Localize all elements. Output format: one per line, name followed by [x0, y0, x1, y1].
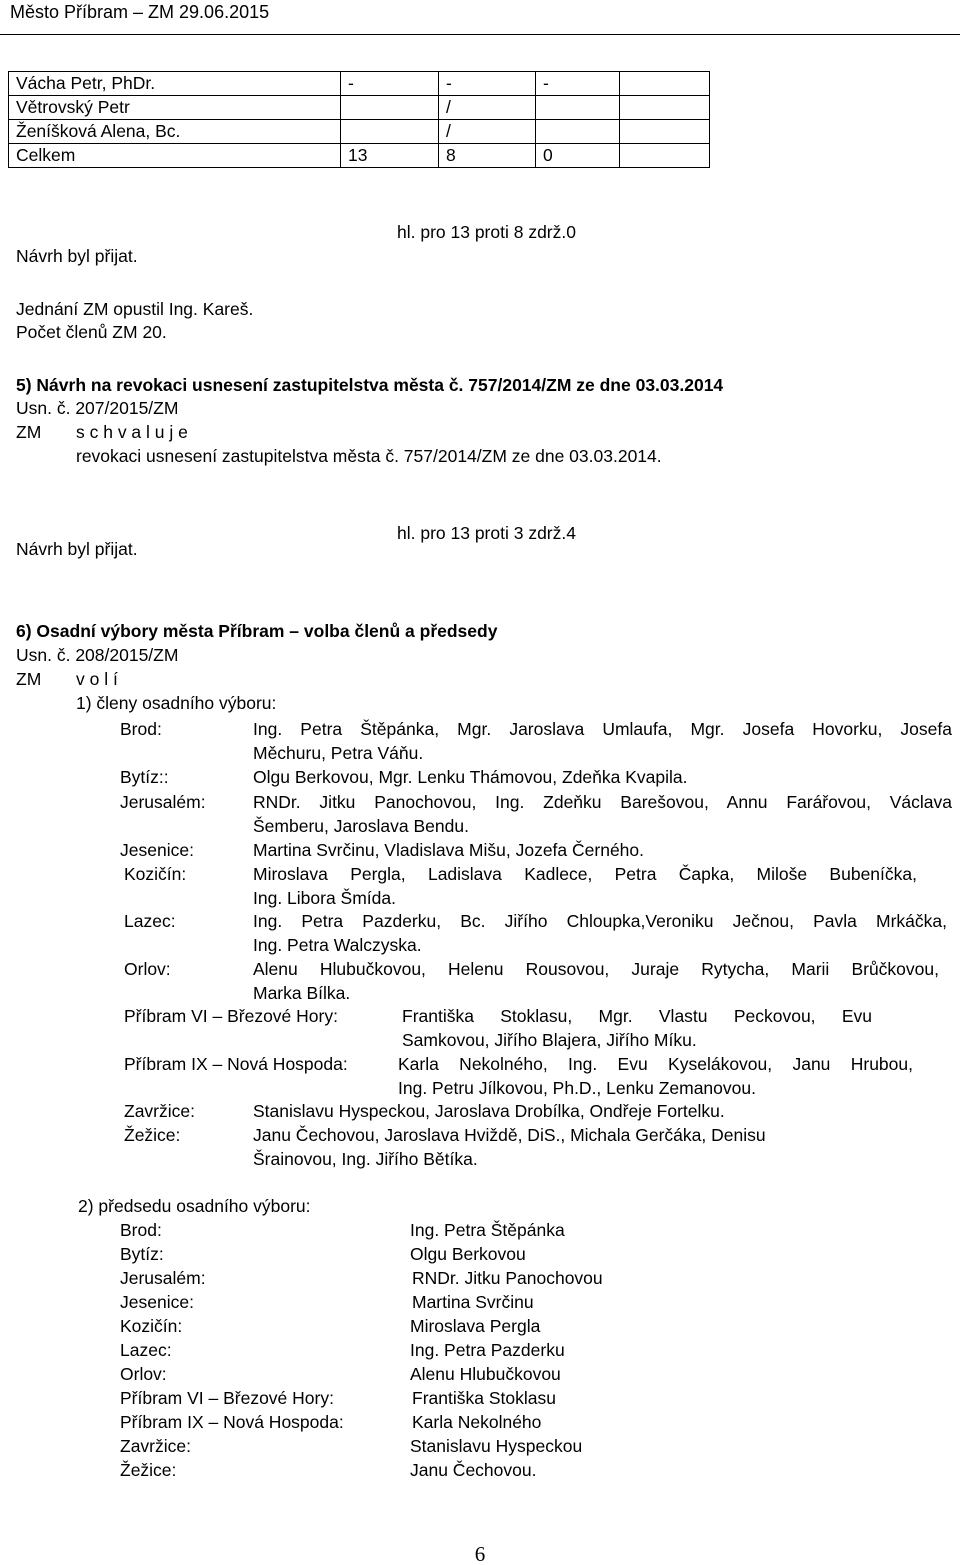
place-label: Zavržice: [120, 1436, 191, 1456]
section-heading-6: 6) Osadní výbory města Příbram – volba členů a předsedy [16, 621, 498, 641]
place-label: Bytíz:: [120, 767, 169, 787]
member-names: Marka Bílka. [253, 983, 351, 1003]
member-names: Ing. Petru Jílkovou, Ph.D., Lenku Zemanovou. [398, 1078, 756, 1098]
section-heading-5: 5) Návrh na revokaci usnesení zastupitelstva města č. 757/2014/ZM ze dne 03.03.2014 [16, 375, 724, 395]
member-names: Stanislavu Hyspeckou, Jaroslava Drobílka, Ondřeje Fortelku. [253, 1101, 725, 1121]
members-title: 1) členy osadního výboru: [76, 693, 277, 713]
chair-name: Janu Čechovou. [410, 1460, 537, 1480]
table-cell: - [439, 72, 536, 96]
table-cell [341, 96, 439, 120]
page-number: 6 [474, 1542, 486, 1565]
place-label: Jesenice: [120, 840, 194, 860]
resolution-number: Usn. č. 207/2015/ZM [16, 398, 179, 418]
place-label: Žežice: [120, 1460, 177, 1480]
member-names: RNDr. Jitku Panochovou, Ing. Zdeňku Barešovou, Annu Farářovou, Václava [253, 792, 952, 812]
resolution-action: s c h v a l u j e [76, 422, 188, 442]
chair-name: Stanislavu Hyspeckou [410, 1436, 583, 1456]
zm-label: ZM [16, 669, 42, 689]
member-names: Miroslava Pergla, Ladislava Kadlece, Petra Čapka, Miloše Bubeníčka, [253, 864, 917, 884]
member-names: Martina Svrčinu, Vladislava Mišu, Jozefa Černého. [253, 840, 645, 860]
table-cell: Větrovský Petr [9, 96, 341, 120]
member-names: Františka Stoklasu, Mgr. Vlastu Peckovou, Evu [402, 1006, 872, 1026]
member-names: Alenu Hlubučkovou, Helenu Rousovou, Juraje Rytycha, Marii Brůčkovou, [253, 959, 939, 979]
member-names: Ing. Petra Štěpánka, Mgr. Jaroslava Umlaufa, Mgr. Josefa Hovorku, Josefa [253, 719, 952, 739]
table-cell: 13 [341, 144, 439, 168]
place-label: Příbram VI – Březové Hory: [124, 1006, 338, 1026]
table-cell [536, 96, 620, 120]
header-divider [0, 34, 960, 35]
place-label: Orlov: [120, 1364, 167, 1384]
table-cell: 8 [439, 144, 536, 168]
place-label: Žežice: [124, 1125, 181, 1145]
chair-name: Olgu Berkovou [410, 1244, 526, 1264]
place-label: Zavržice: [124, 1101, 195, 1121]
member-names: Ing. Petra Walczyska. [253, 935, 422, 955]
place-label: Příbram VI – Březové Hory: [120, 1388, 334, 1408]
resolution-number: Usn. č. 208/2015/ZM [16, 645, 179, 665]
member-names: Šemberu, Jaroslava Bendu. [253, 816, 469, 836]
place-label: Orlov: [124, 959, 171, 979]
resolution-action: v o l í [76, 669, 118, 689]
table-row [9, 120, 710, 144]
attendance-note: Jednání ZM opustil Ing. Kareš. [16, 299, 254, 319]
table-row [9, 72, 710, 96]
vote-verdict: Návrh byl přijat. [16, 539, 138, 559]
chair-name: Karla Nekolného [412, 1412, 542, 1432]
place-label: Příbram IX – Nová Hospoda: [124, 1054, 348, 1074]
table-cell [536, 120, 620, 144]
place-label: Brod: [120, 719, 162, 739]
table-row [9, 96, 710, 120]
table-cell: / [439, 120, 536, 144]
place-label: Lazec: [120, 1340, 172, 1360]
table-cell [620, 144, 710, 168]
member-count-note: Počet členů ZM 20. [16, 322, 167, 342]
table-cell: / [439, 96, 536, 120]
place-label: Jerusalém: [120, 792, 206, 812]
table-cell [341, 120, 439, 144]
table-cell [620, 72, 710, 96]
vote-verdict: Návrh byl přijat. [16, 246, 138, 266]
table-cell: 0 [536, 144, 620, 168]
member-names: Karla Nekolného, Ing. Evu Kyselákovou, Janu Hrubou, [398, 1054, 913, 1074]
zm-label: ZM [16, 422, 42, 442]
chair-name: Alenu Hlubučkovou [410, 1364, 561, 1384]
chair-name: Miroslava Pergla [410, 1316, 541, 1336]
vote-tally: hl. pro 13 proti 8 zdrž.0 [397, 222, 576, 242]
place-label: Kozičín: [124, 864, 187, 884]
page-header-title: Město Příbram – ZM 29.06.2015 [10, 2, 270, 22]
member-names: Janu Čechovou, Jaroslava Hviždě, DiS., Michala Gerčáka, Denisu [253, 1125, 766, 1145]
resolution-text: revokaci usnesení zastupitelstva města č. 757/2014/ZM ze dne 03.03.2014. [76, 446, 662, 466]
table-cell: - [341, 72, 439, 96]
chair-name: Ing. Petra Štěpánka [410, 1220, 565, 1240]
member-names: Samkovou, Jiřího Blajera, Jiřího Míku. [402, 1030, 697, 1050]
chair-name: RNDr. Jitku Panochovou [412, 1268, 603, 1288]
place-label: Kozičín: [120, 1316, 183, 1336]
table-cell: Celkem [9, 144, 341, 168]
table-cell: Ženíšková Alena, Bc. [9, 120, 341, 144]
chair-name: Ing. Petra Pazderku [410, 1340, 565, 1360]
place-label: Jerusalém: [120, 1268, 206, 1288]
place-label: Bytíz: [120, 1244, 164, 1264]
vote-tally: hl. pro 13 proti 3 zdrž.4 [397, 523, 576, 543]
table-cell [620, 120, 710, 144]
table-row [9, 144, 710, 168]
chair-name: Martina Svrčinu [412, 1292, 534, 1312]
member-names: Olgu Berkovou, Mgr. Lenku Thámovou, Zdeňka Kvapila. [253, 767, 688, 787]
chair-name: Františka Stoklasu [412, 1388, 556, 1408]
chairs-title: 2) předsedu osadního výboru: [78, 1196, 311, 1216]
member-names: Měchuru, Petra Váňu. [253, 743, 424, 763]
member-names: Ing. Libora Šmída. [253, 888, 396, 908]
place-label: Jesenice: [120, 1292, 194, 1312]
vote-table [8, 71, 710, 168]
table-cell: Vácha Petr, PhDr. [9, 72, 341, 96]
place-label: Příbram IX – Nová Hospoda: [120, 1412, 344, 1432]
table-cell: - [536, 72, 620, 96]
place-label: Lazec: [124, 911, 176, 931]
table-cell [620, 96, 710, 120]
member-names: Ing. Petra Pazderku, Bc. Jiřího Chloupka,Veroniku Ječnou, Pavla Mrkáčka, [253, 911, 947, 931]
member-names: Šrainovou, Ing. Jiřího Bětíka. [253, 1149, 478, 1169]
place-label: Brod: [120, 1220, 162, 1240]
